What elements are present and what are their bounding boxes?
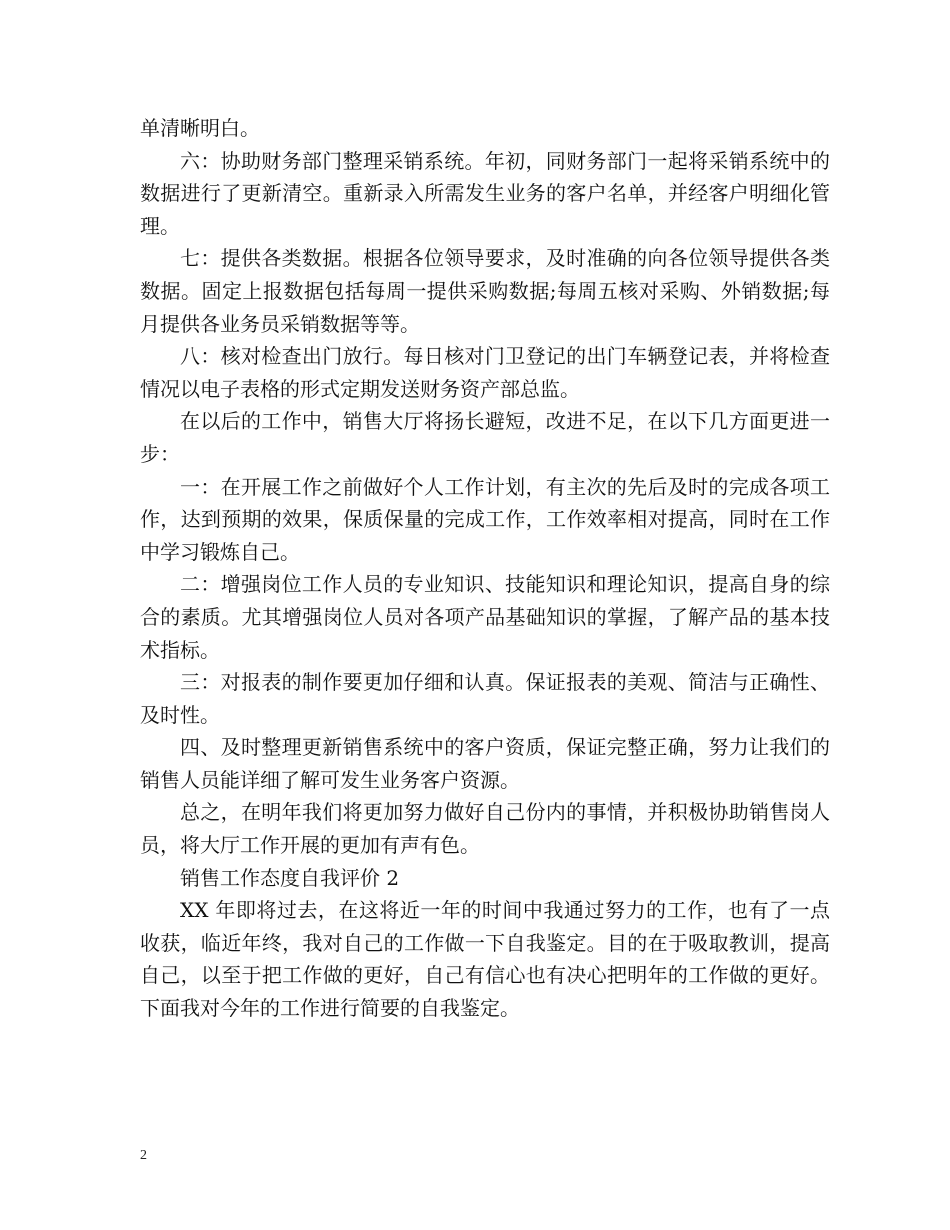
paragraph-item-seven: 七：提供各类数据。根据各位领导要求，及时准确的向各位领导提供各类数据。固定上报数据包括每周一提供采购数据;每周五核对采购、外销数据;每月提供各业务员采销数据等等。 xyxy=(140,246,830,336)
page-number: 2 xyxy=(140,1148,147,1163)
paragraph-self-assessment: XX 年即将过去，在这将近一年的时间中我通过努力的工作，也有了一点收获，临近年终，我对自己的工作做一下自我鉴定。目的在于吸取教训，提高自己，以至于把工作做的更好，自己有信心也有决心把明年的工作做的更好。下面我对今年的工作进行简要的自我鉴定。 xyxy=(140,898,830,1021)
paragraph-plan-one: 一：在开展工作之前做好个人工作计划，有主次的先后及时的完成各项工作，达到预期的效果，保质保量的完成工作，工作效率相对提高，同时在工作中学习锻炼自己。 xyxy=(140,474,830,564)
section-heading: 销售工作态度自我评价 2 xyxy=(180,865,400,890)
paragraph-plan-four: 四、及时整理更新销售系统中的客户资质，保证完整正确，努力让我们的销售人员能详细了解可发生业务客户资源。 xyxy=(140,735,830,792)
paragraph-plan-three: 三：对报表的制作要更加仔细和认真。保证报表的美观、简洁与正确性、及时性。 xyxy=(140,670,830,727)
document-body xyxy=(140,112,830,1025)
paragraph-summary: 总之，在明年我们将更加努力做好自己份内的事情，并积极协助销售岗人员，将大厅工作开展的更加有声有色。 xyxy=(140,800,830,858)
paragraph-plan-two: 二：增强岗位工作人员的专业知识、技能知识和理论知识，提高自身的综合的素质。尤其增强岗位人员对各项产品基础知识的掌握，了解产品的基本技术指标。 xyxy=(140,572,830,662)
paragraph-item-six: 六：协助财务部门整理采销系统。年初，同财务部门一起将采销系统中的数据进行了更新清空。重新录入所需发生业务的客户名单，并经客户明细化管理。 xyxy=(140,148,830,238)
paragraph-item-eight: 八：核对检查出门放行。每日核对门卫登记的出门车辆登记表，并将检查情况以电子表格的形式定期发送财务资产部总监。 xyxy=(140,344,830,401)
paragraph-future-intro: 在以后的工作中，销售大厅将扬长避短，改进不足，在以下几方面更进一步： xyxy=(140,409,830,466)
paragraph-continuation: 单清晰明白。 xyxy=(140,116,260,140)
